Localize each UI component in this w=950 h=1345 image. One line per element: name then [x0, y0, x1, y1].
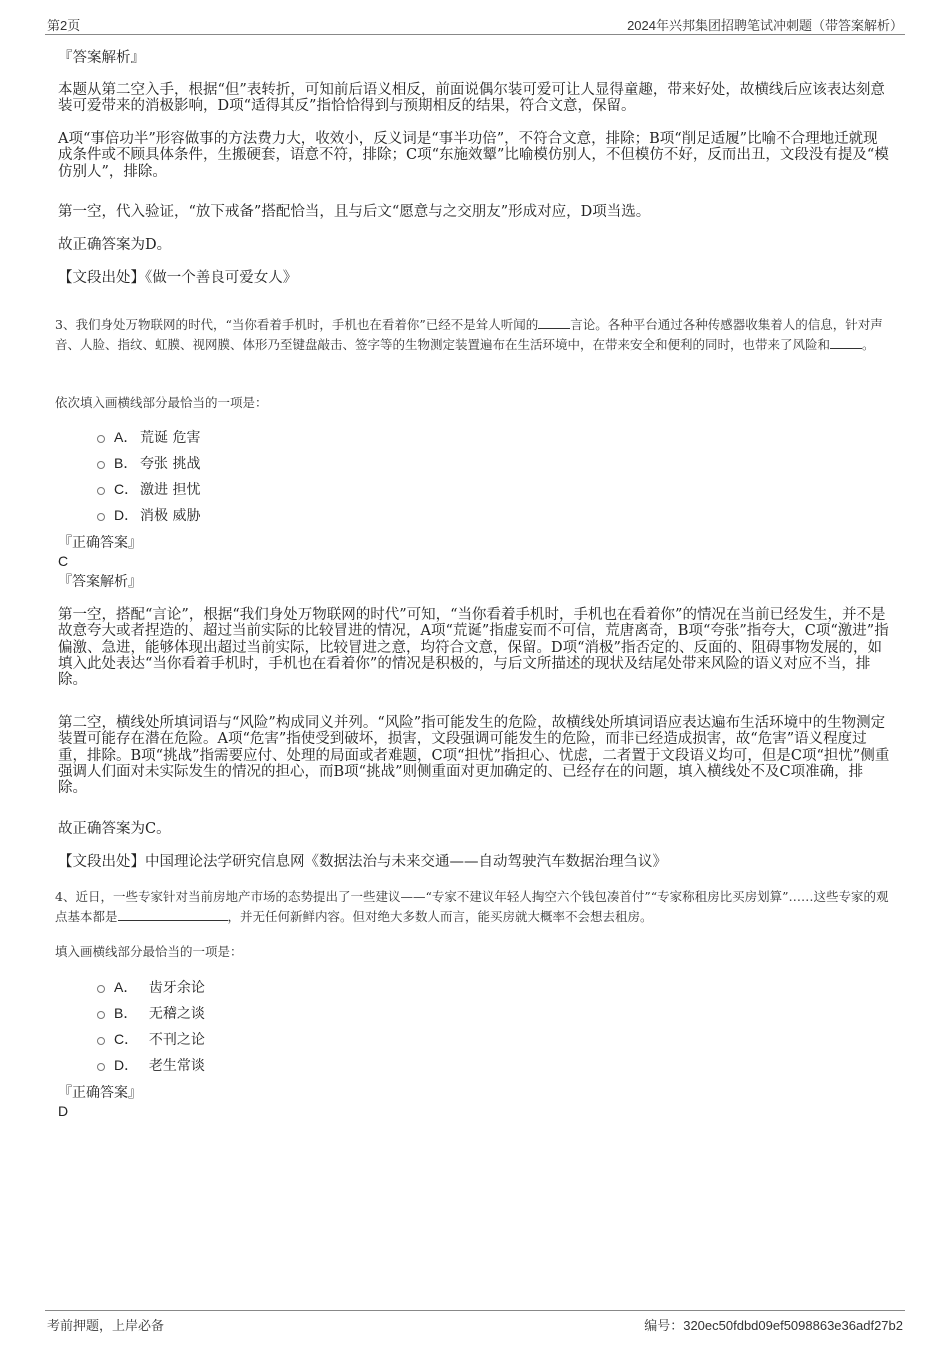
q4-prompt: 填入画横线部分最恰当的一项是：: [55, 944, 243, 959]
q3-stem-part-b: 言论。各种平台通过各种传感器收集着人的信息，针对声音、人脸、指纹、虹膜、视网膜、体形乃至键盘敲击、签字等的生物测定装置遍布在生活环境中，在带来安全和便利的同时，也带来了风险和: [55, 317, 883, 352]
q4-option-c[interactable]: C． 不刊之论: [97, 1031, 205, 1048]
radio-icon[interactable]: [97, 435, 105, 443]
radio-icon[interactable]: [97, 1037, 105, 1045]
radio-icon[interactable]: [97, 461, 105, 469]
q2-source: 【文段出处】《做一个善良可爱女人》: [58, 270, 298, 286]
q4-option-a[interactable]: A． 齿牙余论: [97, 979, 205, 996]
q3-stem: [55, 315, 895, 354]
q3-blank-2: [830, 336, 862, 349]
radio-icon[interactable]: [97, 1063, 105, 1071]
q2-analysis-p2: A项“事倍功半”形容做事的方法费力大，收效小，反义词是“事半功倍”，不符合文意，排除；B项“削足适履”比喻不合理地迁就现成条件或不顾具体条件，生搬硬套，语意不符，排除；C项“东施效颦”比喻模仿别人，不但模仿不好，反而出丑，文段没有提及“模仿别人”，排除。: [58, 131, 889, 180]
document-title: 2024年兴邦集团招聘笔试冲刺题（带答案解析）: [627, 18, 903, 33]
page-number: 第2页: [47, 18, 81, 33]
q4-option-d[interactable]: D． 老生常谈: [97, 1057, 205, 1074]
q3-blank-1: [538, 316, 570, 329]
q4-blank: [118, 908, 228, 921]
q3-prompt: 依次填入画横线部分最恰当的一项是：: [55, 395, 268, 410]
radio-icon[interactable]: [97, 487, 105, 495]
radio-icon[interactable]: [97, 985, 105, 993]
q4-stem-part-b: ，并无任何新鲜内容。但对绝大多数人而言，能买房就大概率不会想去租房。: [227, 908, 653, 924]
footer-slogan: 考前押题，上岸必备: [47, 1318, 165, 1333]
q4-stem: [55, 887, 895, 926]
q2-analysis-label: 『答案解析』: [58, 50, 145, 66]
q3-analysis-label: 『答案解析』: [58, 574, 142, 590]
q3-analysis-p3: 故正确答案为C。: [58, 821, 171, 837]
radio-icon[interactable]: [97, 513, 105, 521]
q4-correct-label: 『正确答案』: [58, 1085, 142, 1101]
q3-option-d[interactable]: D． 消极 威胁: [97, 507, 200, 524]
q2-analysis-p3: 第一空，代入验证，“放下戒备”搭配恰当，且与后文“愿意与之交朋友”形成对应，D项当选。: [58, 204, 651, 220]
page-footer: [45, 1310, 905, 1335]
q2-analysis-p4: 故正确答案为D。: [58, 237, 172, 253]
page-header: [45, 12, 905, 35]
q4-stem-part-a: 4、近日，一些专家针对当前房地产市场的态势提出了一些建议——“专家不建议年轻人掏空六个钱包凑首付”“专家称租房比买房划算”……这些专家的观点基本都是: [55, 889, 889, 924]
q3-option-b[interactable]: B． 夸张 挑战: [97, 455, 200, 472]
q3-stem-part-c: 。: [862, 336, 875, 352]
q3-option-a[interactable]: A． 荒诞 危害: [97, 429, 200, 446]
q3-correct-label: 『正确答案』: [58, 535, 142, 551]
q3-source: 【文段出处】中国理论法学研究信息网《数据法治与未来交通——自动驾驶汽车数据治理刍议》: [58, 854, 667, 870]
q4-correct-answer: D: [58, 1103, 69, 1119]
q2-analysis-p1: 本题从第二空入手，根据“但”表转折，可知前后语义相反，前面说偶尔装可爱可让人显得童趣，带来好处，故横线后应该表达刻意装可爱带来的消极影响，D项“适得其反”指恰恰得到与预期相反的结果，符合文意，保留。: [58, 82, 885, 115]
q3-correct-answer: C: [58, 553, 69, 569]
q3-analysis-p2: 第二空，横线处所填词语与“风险”构成同义并列。“风险”指可能发生的危险，故横线处所填词语应表达遍布生活环境中的生物测定装置可能存在潜在危险。A项“危害”指使受到破坏，损害，文段强调可能发生的危险，而非已经造成损害，故“危害”语义程度过重，排除。B项“挑战”指需要应付、处理的局面或者难题，C项“担忧”指担心、忧虑，二者置于文段语义均可，但是C项“担忧”侧重强调人们面对未实际发生的情况的担心，而B项“挑战”则侧重面对更加确定的、已经存在的问题，填入横线处不及C项准确，排除。: [58, 715, 890, 797]
radio-icon[interactable]: [97, 1011, 105, 1019]
q3-option-c[interactable]: C． 激进 担忧: [97, 481, 200, 498]
q4-option-b[interactable]: B． 无稽之谈: [97, 1005, 205, 1022]
document-id: 编号：320ec50fdbd09ef5098863e36adf27b2: [644, 1318, 903, 1333]
q3-stem-part-a: 3、我们身处万物联网的时代，“当你看着手机时，手机也在看着你”已经不是耸人听闻的: [55, 317, 539, 332]
q3-analysis-p1: 第一空，搭配“言论”，根据“我们身处万物联网的时代”可知，“当你看着手机时，手机也在看着你”的情况在当前已经发生，并不是故意夸大或者捏造的、超过当前实际的比较冒进的情况，A项“荒诞”指虚妄而不可信，荒唐离奇，B项“夸张”指夸大，C项“激进”指偏激、急进，能够体现出超过当前实际，比较冒进之意，均符合文意，保留。D项“消极”指否定的、反面的、阻碍事物发展的，如填入此处表达“当你看着手机时，手机也在看着你”的情况是积极的，与后文所描述的现状及结尾处带来风险的语义对应不当，排除。: [58, 607, 889, 689]
